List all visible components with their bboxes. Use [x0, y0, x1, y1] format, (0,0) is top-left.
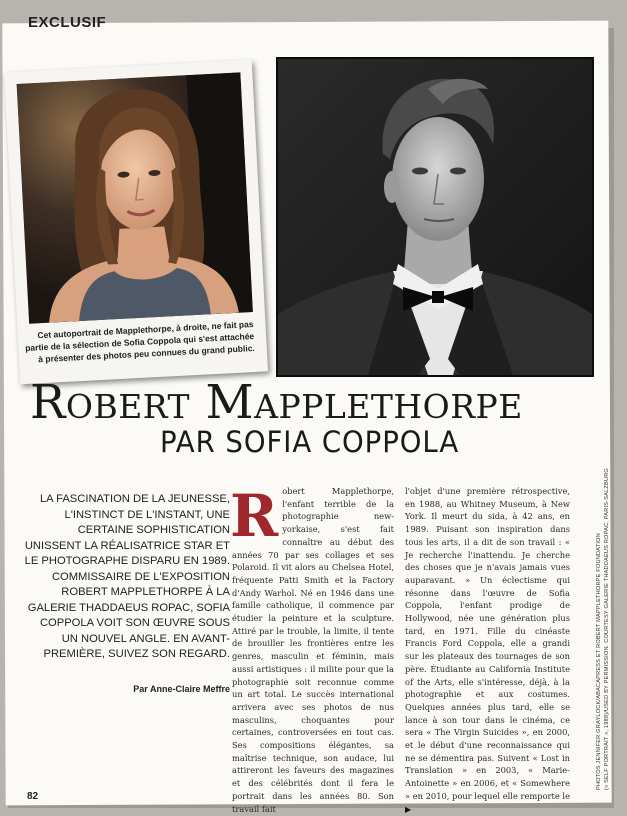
- sofia-coppola-illustration: [17, 72, 253, 323]
- photo-credit: [596, 430, 611, 790]
- article-column-2: [405, 485, 570, 816]
- byline: Par Anne-Claire Meffre: [133, 684, 230, 694]
- mapplethorpe-self-portrait: [276, 57, 594, 377]
- polaroid-photo-sofia-coppola: [4, 60, 268, 385]
- article-column-1: [230, 482, 394, 815]
- article-title: Robert Mapplethorpe: [30, 375, 523, 430]
- photo-credit-line-1: PHOTOS JENNIFER GRAYLOCK/ABACAPRESS ET ROBERT MAPPLETHORPE FOUNDATION: [596, 533, 602, 790]
- sofia-coppola-photo: [17, 72, 253, 323]
- intro-paragraph: LA FASCINATION DE LA JEUNESSE, L'INSTINCT DE L'INSTANT, UNE CERTAINE SOPHISTICATION UNISSENT LA RÉALISATRICE STAR ET LE PHOTOGRAPHE DISPARU EN 1989. COMMISSAIRE DE L'EXPOSITION ROBERT MAPPLETHORPE À LA GALERIE THADDAEUS ROPAC, SOFIA COPPOLA VOIT SON ŒUVRE SOUS UN NOUVEL ANGLE. EN AVANT-PREMIÈRE, SUIVEZ SON REGARD.: [24, 493, 230, 660]
- photo-credit-line-2: (« SELF PORTRAIT », 1988)/USED BY PERMISSION. COURTESY GALERIE THADDAEUS ROPAC, PARIS-SALZBURG: [603, 468, 610, 790]
- article-subtitle: PAR SOFIA COPPOLA: [160, 425, 460, 459]
- photo-caption: Cet autoportrait de Mapplethorpe, à droite, ne fait pas partie de la sélection de Sofia Coppola qui s'est attachée à présenter des photos peu connues du grand public.: [24, 318, 256, 365]
- column-1-text: obert Mapplethorpe, l'enfant terrible de la photographie new-yorkaise, s'est fait connaître au début des années 70 par ses collages et ses Polaroid. Il vit alors au Chelsea Hotel, fréquente Patti Smith et la Factory d'Andy Warhol. Né en 1946 dans une famille catholique, il commence par étudier la peinture et la sculpture. Attiré par le trouble, la limite, il tente de brouiller les frontières entre les genres, masculin et féminin, mais aussi artistiques : il milite pour que la photographie soit reconnue comme un art total. Le succès international arrivera avec ses photos de nus masculins, choquantes pour certaines, controversées en tout cas. Ses compositions élégantes, sa maîtrise technique, son audace, lui attireront les faveurs des magazines et des célébrités dont il fera le portrait dans les années 80. Son travail fait: [232, 486, 394, 814]
- page-number: 82: [27, 791, 39, 802]
- mapplethorpe-illustration: [278, 59, 592, 375]
- drop-cap: R: [230, 482, 279, 550]
- column-2-text: l'objet d'une première rétrospective, en 1988, au Whitney Museum, à New York. Il meurt du sida, à 42 ans, en 1989. Puisant son inspiration dans tous les arts, il a dit de son travail : « Je recherche l'inattendu. Je cherche des choses que je n'avais jamais vues auparavant. » Un éclectisme qui résonne dans l'œuvre de Sofia Coppola, l'enfant prodige de Hollywood, née une génération plus tard, en 1971. Fille du cinéaste Francis Ford Coppola, elle a grandi sur les plateaux des tournages de son père. Étudiante au California Institute of the Arts, elle s'intéresse, déjà, à la photographie et aux costumes. Quelques années plus tard, elle se lance à son tour dans le cinéma, ce sera « The Virgin Suicides », en 2000, et le début d'une reconnaissance qui ne se démentira pas. Suivent « Lost in Translation » en 2003, « Marie-Antoinette » en 2006, et « Somewhere » en 2010, pour lequel elle remporte le: [405, 486, 570, 801]
- section-label: EXCLUSIF: [28, 14, 107, 31]
- continue-arrow-icon: ▶: [405, 804, 412, 814]
